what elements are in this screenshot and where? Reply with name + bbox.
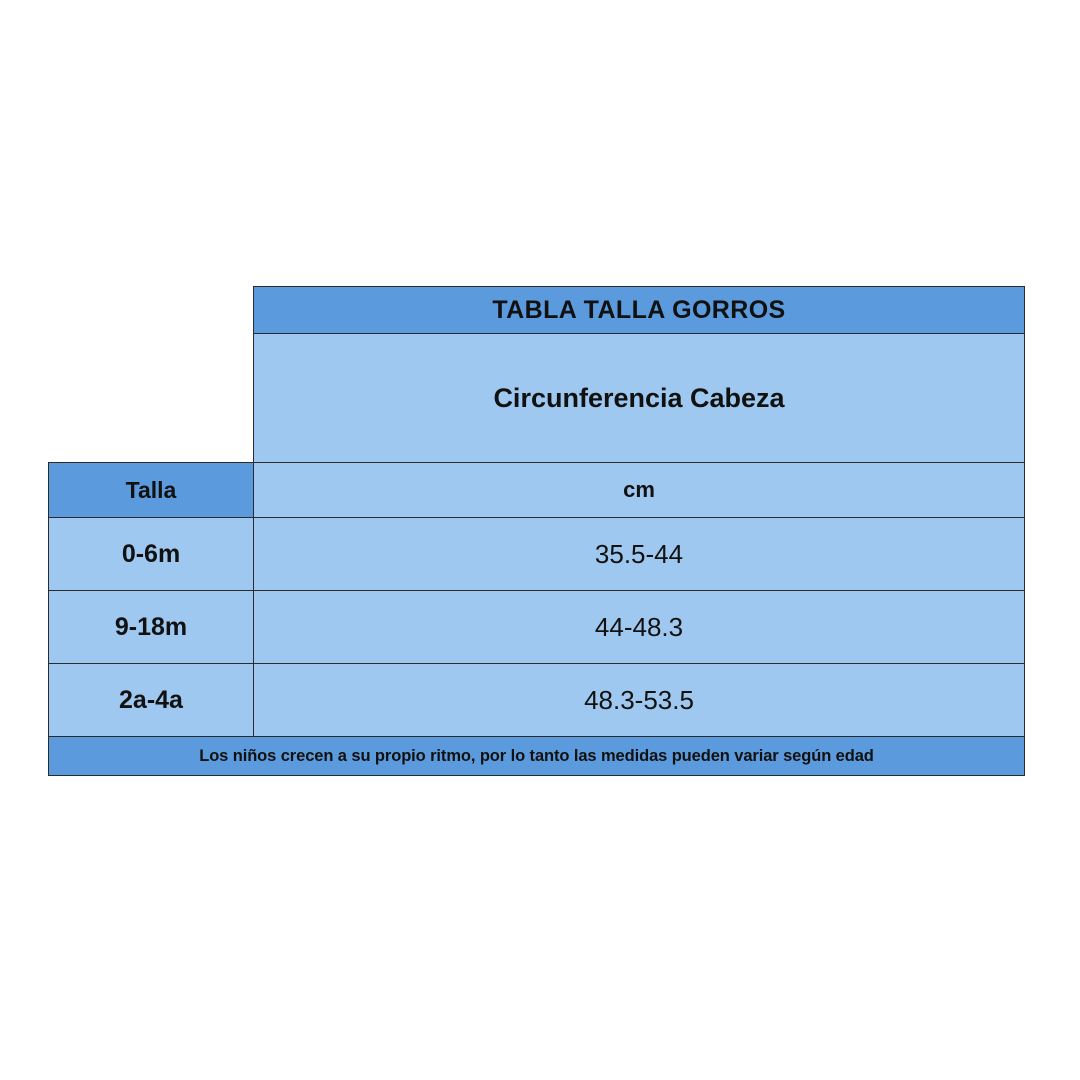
table-title: TABLA TALLA GORROS [254, 287, 1025, 334]
table-row [49, 591, 1025, 664]
footnote-text: Los niños crecen a su propio ritmo, por lo tanto las medidas pueden variar según edad [49, 737, 1025, 776]
measurement-row-spacer [49, 334, 254, 463]
row-cm-value: 44-48.3 [254, 591, 1025, 664]
measurement-header: Circunferencia Cabeza [254, 334, 1025, 463]
column-header-unit: cm [254, 463, 1025, 518]
footnote-row [49, 737, 1025, 776]
table-row [49, 664, 1025, 737]
hat-size-table [48, 286, 1025, 776]
column-header-size: Talla [49, 463, 254, 518]
title-row-spacer [49, 287, 254, 334]
table-title-row [49, 287, 1025, 334]
row-cm-value: 48.3-53.5 [254, 664, 1025, 737]
column-header-row [49, 463, 1025, 518]
row-cm-value: 35.5-44 [254, 518, 1025, 591]
row-size-value: 9-18m [49, 591, 254, 664]
table-row [49, 518, 1025, 591]
row-size-value: 2a-4a [49, 664, 254, 737]
measurement-header-row [49, 334, 1025, 463]
row-size-value: 0-6m [49, 518, 254, 591]
